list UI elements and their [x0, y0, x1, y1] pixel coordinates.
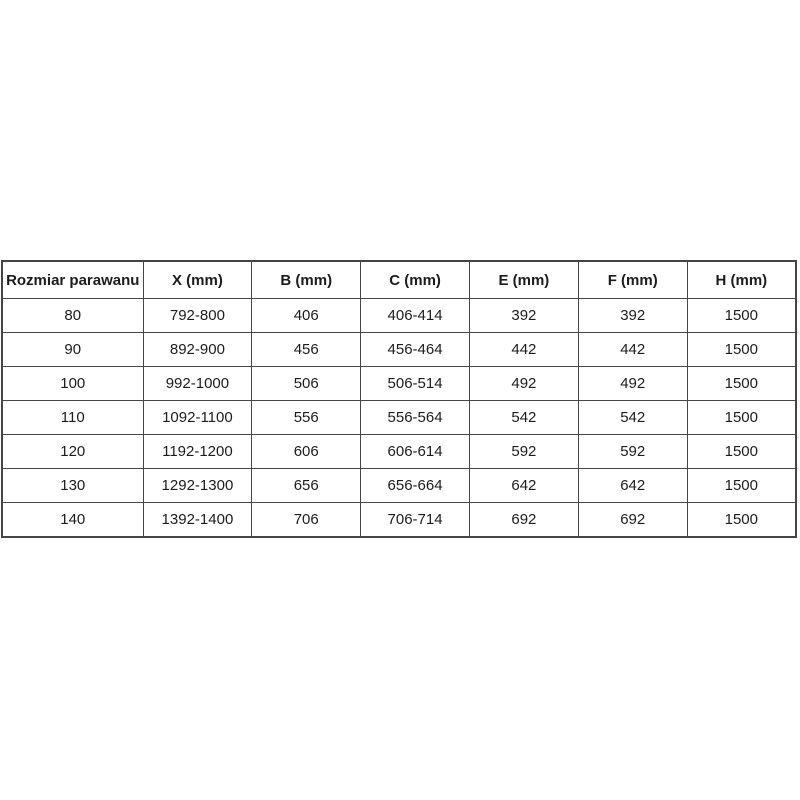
cell: 1192-1200 [143, 435, 252, 469]
cell: 392 [578, 299, 687, 333]
cell: 506-514 [361, 367, 470, 401]
table-row [2, 401, 796, 435]
table-row [2, 469, 796, 503]
cell: 130 [2, 469, 143, 503]
cell: 456-464 [361, 333, 470, 367]
cell: 90 [2, 333, 143, 367]
cell: 556 [252, 401, 361, 435]
cell: 656-664 [361, 469, 470, 503]
column-header: E (mm) [469, 261, 578, 299]
cell: 110 [2, 401, 143, 435]
table-row [2, 367, 796, 401]
cell: 592 [578, 435, 687, 469]
column-header: B (mm) [252, 261, 361, 299]
cell: 492 [469, 367, 578, 401]
column-header: Rozmiar parawanu [2, 261, 143, 299]
cell: 556-564 [361, 401, 470, 435]
cell: 1500 [687, 401, 796, 435]
cell: 1092-1100 [143, 401, 252, 435]
cell: 406 [252, 299, 361, 333]
column-header: H (mm) [687, 261, 796, 299]
cell: 1500 [687, 333, 796, 367]
table-row [2, 299, 796, 333]
table-row [2, 503, 796, 538]
cell: 1500 [687, 469, 796, 503]
cell: 692 [578, 503, 687, 538]
cell: 706 [252, 503, 361, 538]
table-row [2, 333, 796, 367]
cell: 80 [2, 299, 143, 333]
cell: 892-900 [143, 333, 252, 367]
cell: 1500 [687, 435, 796, 469]
cell: 406-414 [361, 299, 470, 333]
cell: 642 [578, 469, 687, 503]
cell: 456 [252, 333, 361, 367]
cell: 100 [2, 367, 143, 401]
cell: 656 [252, 469, 361, 503]
cell: 606 [252, 435, 361, 469]
cell: 606-614 [361, 435, 470, 469]
header-row [2, 261, 796, 299]
cell: 1500 [687, 367, 796, 401]
cell: 442 [469, 333, 578, 367]
cell: 392 [469, 299, 578, 333]
table-row [2, 435, 796, 469]
cell: 442 [578, 333, 687, 367]
cell: 1392-1400 [143, 503, 252, 538]
cell: 140 [2, 503, 143, 538]
cell: 506 [252, 367, 361, 401]
cell: 1500 [687, 503, 796, 538]
column-header: F (mm) [578, 261, 687, 299]
cell: 120 [2, 435, 143, 469]
cell: 992-1000 [143, 367, 252, 401]
cell: 542 [469, 401, 578, 435]
cell: 1292-1300 [143, 469, 252, 503]
cell: 542 [578, 401, 687, 435]
cell: 1500 [687, 299, 796, 333]
cell: 492 [578, 367, 687, 401]
column-header: X (mm) [143, 261, 252, 299]
cell: 792-800 [143, 299, 252, 333]
column-header: C (mm) [361, 261, 470, 299]
cell: 642 [469, 469, 578, 503]
size-table [1, 260, 797, 538]
cell: 706-714 [361, 503, 470, 538]
cell: 592 [469, 435, 578, 469]
cell: 692 [469, 503, 578, 538]
